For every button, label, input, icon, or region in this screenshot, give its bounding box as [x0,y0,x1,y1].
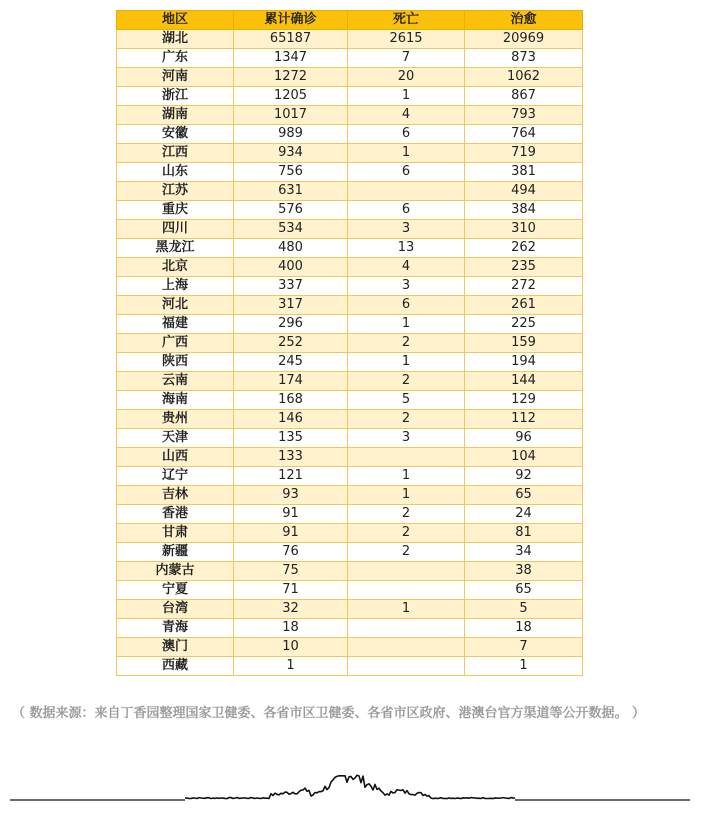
table-row [117,315,583,334]
cell-region: 北京 [117,258,234,277]
cell-recovered: 38 [465,562,583,581]
table-row [117,410,583,429]
cell-recovered: 867 [465,87,583,106]
cell-region: 澳门 [117,638,234,657]
cell-region: 青海 [117,619,234,638]
cell-recovered: 159 [465,334,583,353]
table-row [117,638,583,657]
cell-recovered: 793 [465,106,583,125]
cell-confirmed: 133 [234,448,348,467]
soundwave-divider-icon [10,762,690,838]
cell-confirmed: 1205 [234,87,348,106]
cell-deaths: 2 [348,543,465,562]
cell-recovered: 5 [465,600,583,619]
cell-confirmed: 1 [234,657,348,676]
cell-confirmed: 534 [234,220,348,239]
cell-deaths: 2 [348,410,465,429]
table-row [117,543,583,562]
table-row [117,372,583,391]
cell-deaths: 2 [348,334,465,353]
cell-deaths: 1 [348,486,465,505]
cell-recovered: 384 [465,201,583,220]
cell-confirmed: 317 [234,296,348,315]
cell-confirmed: 146 [234,410,348,429]
cell-confirmed: 252 [234,334,348,353]
cell-confirmed: 756 [234,163,348,182]
table-row [117,68,583,87]
cell-region: 河南 [117,68,234,87]
table-row [117,657,583,676]
cell-confirmed: 76 [234,543,348,562]
cell-deaths: 2615 [348,30,465,49]
cell-confirmed: 174 [234,372,348,391]
cell-deaths: 1 [348,315,465,334]
cell-recovered: 235 [465,258,583,277]
cell-deaths: 6 [348,201,465,220]
table-row [117,144,583,163]
cell-deaths: 2 [348,505,465,524]
cell-recovered: 65 [465,581,583,600]
table-row [117,524,583,543]
cell-region: 内蒙古 [117,562,234,581]
cell-confirmed: 337 [234,277,348,296]
cell-recovered: 112 [465,410,583,429]
table-row [117,277,583,296]
table-row [117,49,583,68]
cell-recovered: 129 [465,391,583,410]
epidemic-stats-table [116,10,583,676]
cell-region: 贵州 [117,410,234,429]
cell-recovered: 764 [465,125,583,144]
cell-region: 四川 [117,220,234,239]
cell-recovered: 20969 [465,30,583,49]
cell-confirmed: 989 [234,125,348,144]
header-deaths: 死亡 [348,11,465,30]
cell-confirmed: 934 [234,144,348,163]
cell-region: 浙江 [117,87,234,106]
cell-confirmed: 65187 [234,30,348,49]
cell-region: 宁夏 [117,581,234,600]
cell-confirmed: 18 [234,619,348,638]
cell-recovered: 81 [465,524,583,543]
cell-recovered: 194 [465,353,583,372]
cell-confirmed: 93 [234,486,348,505]
table-row [117,486,583,505]
cell-region: 台湾 [117,600,234,619]
cell-recovered: 1062 [465,68,583,87]
cell-region: 山东 [117,163,234,182]
cell-confirmed: 10 [234,638,348,657]
table-row [117,505,583,524]
cell-recovered: 873 [465,49,583,68]
table-row [117,106,583,125]
cell-confirmed: 1347 [234,49,348,68]
table-row [117,239,583,258]
cell-deaths [348,638,465,657]
table-row [117,353,583,372]
cell-confirmed: 91 [234,505,348,524]
cell-region: 福建 [117,315,234,334]
cell-deaths [348,182,465,201]
cell-confirmed: 168 [234,391,348,410]
cell-recovered: 262 [465,239,583,258]
cell-confirmed: 480 [234,239,348,258]
epidemic-stats-table-container [116,10,582,676]
cell-recovered: 1 [465,657,583,676]
table-row [117,467,583,486]
table-row [117,182,583,201]
table-row [117,429,583,448]
cell-region: 黑龙江 [117,239,234,258]
cell-confirmed: 135 [234,429,348,448]
cell-deaths: 3 [348,429,465,448]
cell-confirmed: 1017 [234,106,348,125]
cell-deaths [348,657,465,676]
cell-recovered: 65 [465,486,583,505]
cell-recovered: 144 [465,372,583,391]
cell-region: 吉林 [117,486,234,505]
cell-deaths: 1 [348,600,465,619]
cell-confirmed: 296 [234,315,348,334]
cell-recovered: 261 [465,296,583,315]
table-row [117,201,583,220]
cell-region: 湖北 [117,30,234,49]
cell-deaths: 2 [348,372,465,391]
table-row [117,163,583,182]
table-row [117,448,583,467]
cell-region: 辽宁 [117,467,234,486]
cell-region: 甘肃 [117,524,234,543]
cell-recovered: 719 [465,144,583,163]
cell-deaths: 1 [348,87,465,106]
header-recovered: 治愈 [465,11,583,30]
cell-region: 重庆 [117,201,234,220]
cell-deaths: 20 [348,68,465,87]
header-region: 地区 [117,11,234,30]
cell-confirmed: 91 [234,524,348,543]
cell-region: 西藏 [117,657,234,676]
cell-deaths: 4 [348,258,465,277]
cell-recovered: 7 [465,638,583,657]
cell-recovered: 381 [465,163,583,182]
cell-deaths [348,619,465,638]
cell-recovered: 24 [465,505,583,524]
table-row [117,125,583,144]
cell-region: 香港 [117,505,234,524]
cell-region: 广东 [117,49,234,68]
cell-confirmed: 576 [234,201,348,220]
cell-confirmed: 631 [234,182,348,201]
cell-deaths: 6 [348,296,465,315]
cell-region: 河北 [117,296,234,315]
cell-recovered: 104 [465,448,583,467]
table-row [117,87,583,106]
table-row [117,600,583,619]
cell-deaths: 1 [348,353,465,372]
table-row [117,619,583,638]
cell-region: 广西 [117,334,234,353]
cell-confirmed: 32 [234,600,348,619]
table-header-row [117,11,583,30]
cell-deaths: 3 [348,277,465,296]
cell-recovered: 34 [465,543,583,562]
cell-confirmed: 1272 [234,68,348,87]
cell-deaths: 4 [348,106,465,125]
table-row [117,391,583,410]
cell-deaths: 2 [348,524,465,543]
cell-region: 山西 [117,448,234,467]
cell-region: 新疆 [117,543,234,562]
cell-recovered: 310 [465,220,583,239]
cell-region: 陕西 [117,353,234,372]
cell-recovered: 225 [465,315,583,334]
cell-region: 江西 [117,144,234,163]
cell-recovered: 272 [465,277,583,296]
cell-region: 海南 [117,391,234,410]
cell-region: 江苏 [117,182,234,201]
cell-confirmed: 245 [234,353,348,372]
table-row [117,220,583,239]
cell-deaths: 1 [348,144,465,163]
cell-region: 湖南 [117,106,234,125]
cell-region: 安徽 [117,125,234,144]
cell-region: 云南 [117,372,234,391]
table-row [117,30,583,49]
cell-confirmed: 121 [234,467,348,486]
table-row [117,296,583,315]
cell-confirmed: 75 [234,562,348,581]
cell-confirmed: 71 [234,581,348,600]
table-row [117,334,583,353]
cell-deaths [348,448,465,467]
cell-recovered: 18 [465,619,583,638]
cell-deaths: 7 [348,49,465,68]
cell-recovered: 96 [465,429,583,448]
cell-recovered: 494 [465,182,583,201]
cell-deaths: 1 [348,467,465,486]
cell-deaths [348,562,465,581]
cell-recovered: 92 [465,467,583,486]
cell-deaths [348,581,465,600]
cell-deaths: 5 [348,391,465,410]
divider-wave [185,775,515,798]
cell-confirmed: 400 [234,258,348,277]
cell-deaths: 13 [348,239,465,258]
table-body [117,30,583,676]
cell-region: 天津 [117,429,234,448]
table-row [117,258,583,277]
cell-region: 上海 [117,277,234,296]
cell-deaths: 3 [348,220,465,239]
table-row [117,581,583,600]
cell-deaths: 6 [348,125,465,144]
header-confirmed: 累计确诊 [234,11,348,30]
data-source-note: （ 数据来源：来自丁香园整理国家卫健委、各省市区卫健委、各省市区政府、港澳台官方渠道等公开数据。 ） [12,706,646,721]
cell-deaths: 6 [348,163,465,182]
table-row [117,562,583,581]
